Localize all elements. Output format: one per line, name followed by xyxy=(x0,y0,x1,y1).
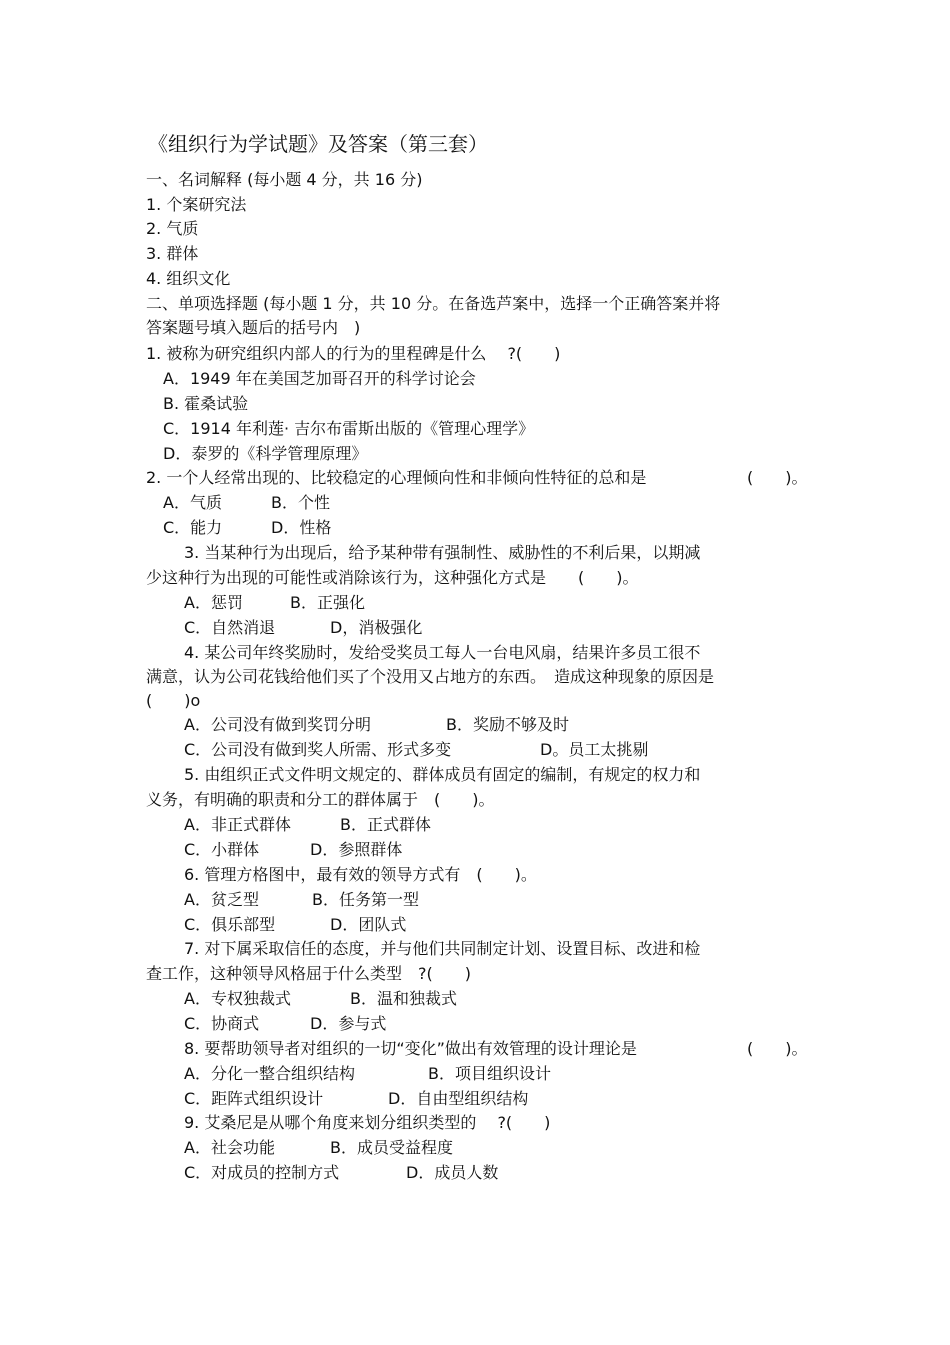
document-title: 《组织行为学试题》及答案（第三套） xyxy=(148,132,488,156)
question-3-option-b: B．正强化 xyxy=(290,593,365,612)
question-7-line1: 7. 对下属采取信任的态度，并与他们共同制定计划、设置目标、改进和检 xyxy=(184,939,701,958)
question-3-option-a: A．惩罚 xyxy=(184,593,243,612)
question-9-option-b: B．成员受益程度 xyxy=(330,1138,453,1157)
question-8-option-d: D．自由型组织结构 xyxy=(388,1089,529,1108)
question-7-option-b: B．温和独裁式 xyxy=(350,989,457,1008)
question-1-option-a: A．1949 年在美国芝加哥召开的科学讨论会 xyxy=(163,369,476,388)
term-item: 1. 个案研究法 xyxy=(146,195,247,214)
question-2-option-b: B．个性 xyxy=(271,493,330,512)
question-9-option-d: D．成员人数 xyxy=(406,1163,499,1182)
question-5-option-b: B．正式群体 xyxy=(340,815,431,834)
question-3-line1: 3. 当某种行为出现后，给予某种带有强制性、威胁性的不利后果，以期减 xyxy=(184,543,701,562)
question-5-option-d: D．参照群体 xyxy=(310,840,403,859)
question-2-option-c: C．能力 xyxy=(163,518,223,537)
question-5-option-a: A．非正式群体 xyxy=(184,815,291,834)
question-7-line2: 查工作，这种领导风格屈于什么类型 ?( ) xyxy=(146,964,471,983)
question-1-stem: 1. 被称为研究组织内部人的行为的里程碑是什么 ?( ) xyxy=(146,344,561,363)
question-3-option-d: D，消极强化 xyxy=(330,618,423,637)
question-6-option-d: D．团队式 xyxy=(330,915,407,934)
section2-header-line1: 二、单项选择题 (每小题 1 分，共 10 分。在备选芦案中，选择一个正确答案并将 xyxy=(146,294,721,313)
section1-header: 一、名词解释 (每小题 4 分，共 16 分) xyxy=(146,170,423,189)
question-7-option-c: C．协商式 xyxy=(184,1014,260,1033)
question-1-option-c: C．1914 年利莲· 吉尔布雷斯出版的《管理心理学》 xyxy=(163,419,535,438)
question-9-stem: 9. 艾桑尼是从哪个角度来划分组织类型的 ?( ) xyxy=(184,1113,551,1132)
question-4-option-c: C．公司没有做到奖人所需、形式多变 xyxy=(184,740,452,759)
question-5-line1: 5. 由组织正式文件明文规定的、群体成员有固定的编制，有规定的权力和 xyxy=(184,765,701,784)
question-4-line2: 满意，认为公司花钱给他们买了个没用又占地方的东西。 造成这种现象的原因是 xyxy=(146,667,715,686)
question-3-option-c: C．自然消退 xyxy=(184,618,276,637)
question-4-line3: ( )o xyxy=(146,691,201,710)
question-8-paren: ( )。 xyxy=(747,1039,808,1058)
question-6-option-a: A．贫乏型 xyxy=(184,890,259,909)
question-4-option-d: D。员工太挑剔 xyxy=(540,740,649,759)
section2-header-line2: 答案题号填入题后的括号内 ) xyxy=(146,318,361,337)
question-9-option-a: A．社会功能 xyxy=(184,1138,275,1157)
question-8-stem: 8. 要帮助领导者对组织的一切“变化”做出有效管理的设计理论是 xyxy=(184,1039,637,1058)
question-8-option-a: A．分化一整合组织结构 xyxy=(184,1064,355,1083)
question-2-stem: 2. 一个人经常出现的、比较稳定的心理倾向性和非倾向性特征的总和是 xyxy=(146,468,647,487)
term-item: 3. 群体 xyxy=(146,244,199,263)
question-5-option-c: C．小群体 xyxy=(184,840,260,859)
question-1-option-d: D．泰罗的《科学管理原理》 xyxy=(163,444,368,463)
question-1-option-b: B. 霍桑试验 xyxy=(163,394,249,413)
term-item: 2. 气质 xyxy=(146,219,199,238)
term-item: 4. 组织文化 xyxy=(146,269,231,288)
question-2-option-d: D．性格 xyxy=(271,518,332,537)
question-4-line1: 4. 某公司年终奖励时，发给受奖员工每人一台电风扇，结果许多员工很不 xyxy=(184,643,701,662)
question-4-option-a: A．公司没有做到奖罚分明 xyxy=(184,715,371,734)
question-7-option-a: A．专权独裁式 xyxy=(184,989,291,1008)
question-8-option-b: B．项目组织设计 xyxy=(428,1064,551,1083)
question-5-line2: 义务，有明确的职责和分工的群体属于 ( )。 xyxy=(146,790,495,809)
question-7-option-d: D．参与式 xyxy=(310,1014,387,1033)
question-6-option-c: C．俱乐部型 xyxy=(184,915,276,934)
question-9-option-c: C．对成员的控制方式 xyxy=(184,1163,340,1182)
question-3-line2: 少这种行为出现的可能性或消除该行为，这种强化方式是 ( )。 xyxy=(146,568,639,587)
question-6-option-b: B．任务第一型 xyxy=(312,890,419,909)
question-2-paren: ( )。 xyxy=(747,468,808,487)
question-4-option-b: B．奖励不够及时 xyxy=(446,715,569,734)
question-6-stem: 6. 管理方格图中，最有效的领导方式有 ( )。 xyxy=(184,865,537,884)
question-2-option-a: A．气质 xyxy=(163,493,222,512)
question-8-option-c: C．距阵式组织设计 xyxy=(184,1089,324,1108)
